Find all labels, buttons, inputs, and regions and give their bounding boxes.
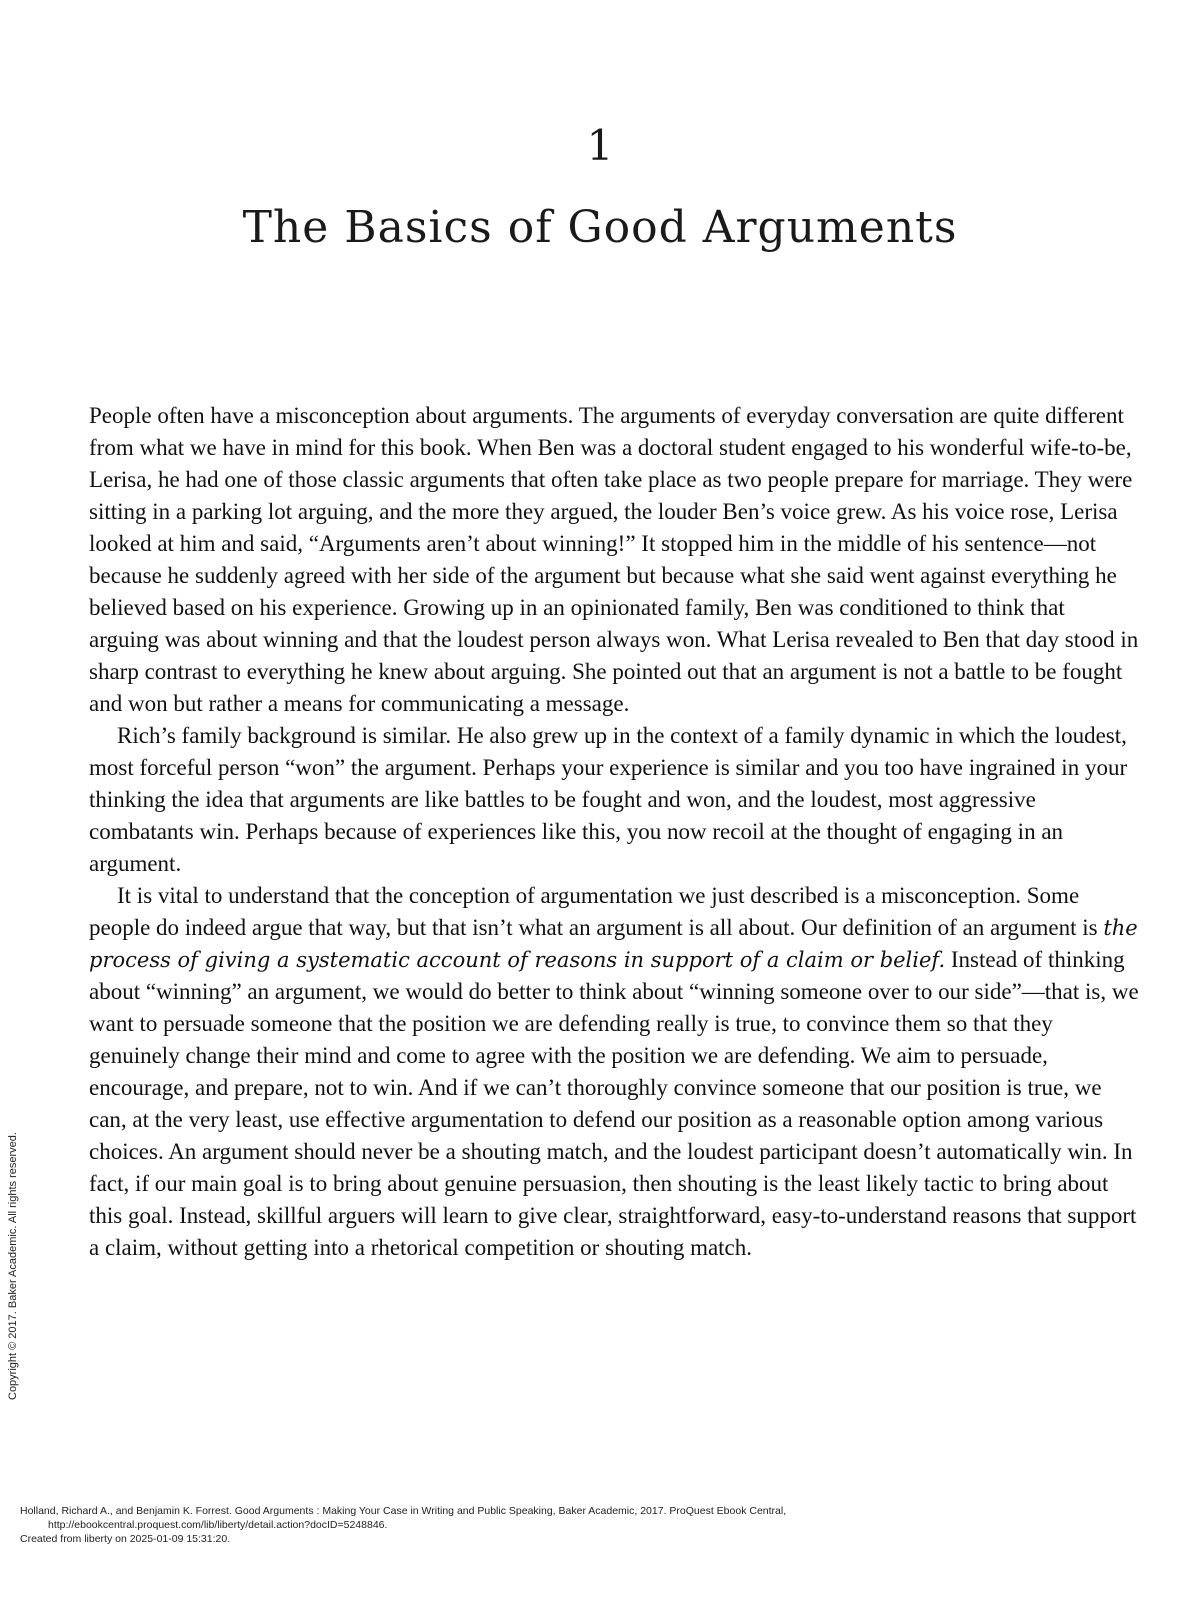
paragraph-2: Rich’s family background is similar. He also grew up in the context of a family dynamic in which the loudest, most forceful person “won” the argument. Perhaps your experience is similar and you too have ingrained in your thinking the idea that arguments are like battles to be fought and won, and the loudest, most aggressive combatants win. Perhaps because of experiences like this, you now recoil at the thought of engaging in an argument.: [89, 723, 1128, 876]
copyright-notice: Copyright © 2017. Baker Academic. All rights reserved.: [7, 1132, 19, 1400]
chapter-body: [89, 400, 1139, 1264]
footer-citation: Holland, Richard A., and Benjamin K. Forrest. Good Arguments : Making Your Case in Writing and Public Speaking, Baker Academic, 2017. ProQuest Ebook Central,: [20, 1505, 787, 1517]
paragraph-1: People often have a misconception about arguments. The arguments of everyday conversation are quite different from what we have in mind for this book. When Ben was a doctoral student engaged to his wonderful wife-to-be, Lerisa, he had one of those classic arguments that often take place as two people prepare for marriage. They were sitting in a parking lot arguing, and the more they argued, the louder Ben’s voice grew. As his voice rose, Lerisa looked at him and said, “Arguments aren’t about winning!” It stopped him in the middle of his sentence—not because he suddenly agreed with her side of the argument but because what she said went against everything he believed based on his experience. Growing up in an opinionated family, Ben was conditioned to think that arguing was about winning and that the loudest person always won. What Lerisa revealed to Ben that day stood in sharp contrast to everything he knew about arguing. She pointed out that an argument is not a battle to be fought and won but rather a means for communicating a message.: [89, 403, 1139, 716]
paragraph-3-after: Instead of thinking about “winning” an argument, we would do better to think about “winning someone over to our side”—that is, we want to persuade someone that the position we are defending really is true, to convince them so that they genuinely change their mind and come to agree with the position we are defending. We aim to persuade, encourage, and prepare, not to win. And if we can’t thoroughly convince someone that our position is true, we can, at the very least, use effective argumentation to defend our position as a reasonable option among various choices. An argument should never be a shouting match, and the loudest participant doesn’t automatically win. In fact, if our main goal is to bring about genuine persuasion, then shouting is the least likely tactic to bring about this goal. Instead, skillful arguers will learn to give clear, straightforward, easy-to-understand reasons that support a claim, without getting into a rhetorical competition or shouting match.: [89, 947, 1139, 1260]
chapter-title: The Basics of Good Arguments: [242, 202, 958, 253]
paragraph-3: [89, 880, 1139, 1264]
paragraph-3-before: It is vital to understand that the conception of argumentation we just described is a misconception. Some people do indeed argue that way, but that isn’t what an argument is all about. Our definition of an argument is: [89, 883, 1104, 940]
argument-definition: the process of giving a systematic account of reasons in support of a claim or belief.: [89, 916, 1138, 972]
chapter-number: 1: [586, 121, 614, 170]
footer-url[interactable]: http://ebookcentral.proquest.com/lib/liberty/detail.action?docID=5248846.: [48, 1519, 388, 1531]
footer-created: Created from liberty on 2025-01-09 15:31:20.: [20, 1533, 231, 1545]
page-footer: [20, 1504, 1180, 1546]
